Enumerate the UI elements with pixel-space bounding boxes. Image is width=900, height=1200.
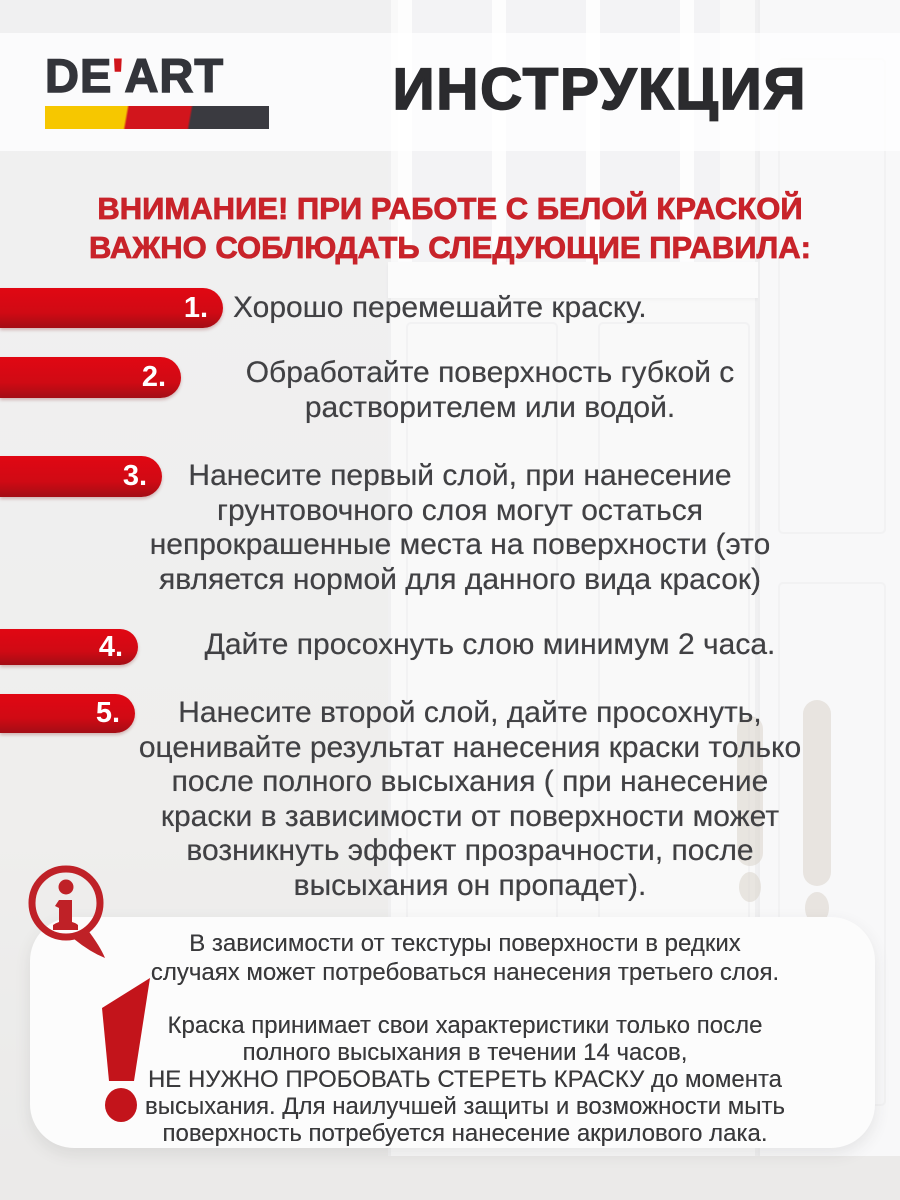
step-text	[233, 291, 833, 326]
step-number: 2.	[141, 361, 166, 393]
warning-line: ВАЖНО СОБЛЮДАТЬ СЛЕДУЮЩИЕ ПРАВИЛА:	[89, 230, 811, 265]
info-speech-bubble-icon	[24, 862, 112, 966]
logo-apostrophe: '	[112, 49, 125, 102]
step-text-line: Хорошо перемешайте краску.	[233, 291, 647, 324]
note-line: случаях может потребоваться нанесения третьего слоя.	[150, 959, 780, 986]
logo-suffix: ART	[124, 49, 225, 102]
step-number: 4.	[98, 630, 123, 663]
note-line: полного высыхания в течении 14 часов,	[242, 1039, 688, 1066]
brand-logo	[45, 50, 275, 129]
step-text-line: Дайте просохнуть слою минимум 2 часа.	[204, 628, 776, 661]
brand-logo-colorbar	[45, 106, 269, 129]
step-text-line: Нанесите второй слой, дайте просохнуть,	[178, 696, 762, 729]
brand-logo-text	[45, 50, 275, 102]
step-text-line: высыхания он пропадет).	[293, 868, 647, 902]
step-number: 1.	[183, 291, 208, 324]
step-number-badge	[0, 357, 181, 398]
step-text-line: является нормой для данного вида красок)	[158, 562, 761, 596]
step-text-line: возникнуть эффект прозрачности, после	[186, 834, 754, 867]
step-text-line: Нанесите первый слой, при нанесение	[188, 459, 732, 492]
exclamation-mark-icon	[92, 978, 154, 1126]
note-drying	[105, 1012, 825, 1147]
step-number: 5.	[95, 697, 120, 729]
note-line: поверхность потребуется нанесение акрилового лака.	[162, 1120, 768, 1147]
step-text-line: непрокрашенные места на поверхности (это	[149, 528, 771, 561]
step-text	[145, 628, 835, 663]
step-text-line: оценивайте результат нанесения краски только	[138, 730, 802, 764]
logo-prefix: DE	[45, 49, 113, 102]
page-title: ИНСТРУКЦИЯ	[392, 57, 808, 122]
note-third-layer	[105, 929, 825, 987]
step-text-line: растворителем или водой.	[304, 390, 676, 424]
step-text	[160, 356, 820, 425]
warning-heading	[0, 189, 900, 267]
step-number-badge	[0, 288, 223, 328]
step-text	[55, 459, 865, 597]
note-line: высыхания. Для наилучшей защиты и возможности мыть	[144, 1093, 786, 1120]
step-number: 3.	[122, 460, 147, 492]
note-line: В зависимости от текстуры поверхности в редких	[189, 930, 741, 957]
step-text-line: после полного высыхания ( при нанесение	[171, 765, 769, 798]
step-text-line: краски в зависимости от поверхности может	[160, 799, 780, 833]
note-line: Краска принимает свои характеристики только после	[167, 1012, 763, 1039]
warning-line: ВНИМАНИЕ! ПРИ РАБОТЕ С БЕЛОЙ КРАСКОЙ	[97, 191, 803, 226]
step-text-line: Обработайте поверхность губкой с	[245, 356, 735, 389]
step-text-line: грунтовочного слоя могут остаться	[217, 493, 703, 527]
step-number-badge	[0, 629, 138, 665]
note-line: НЕ НУЖНО ПРОБОВАТЬ СТЕРЕТЬ КРАСКУ до момента	[147, 1066, 783, 1093]
step-text	[45, 696, 895, 903]
